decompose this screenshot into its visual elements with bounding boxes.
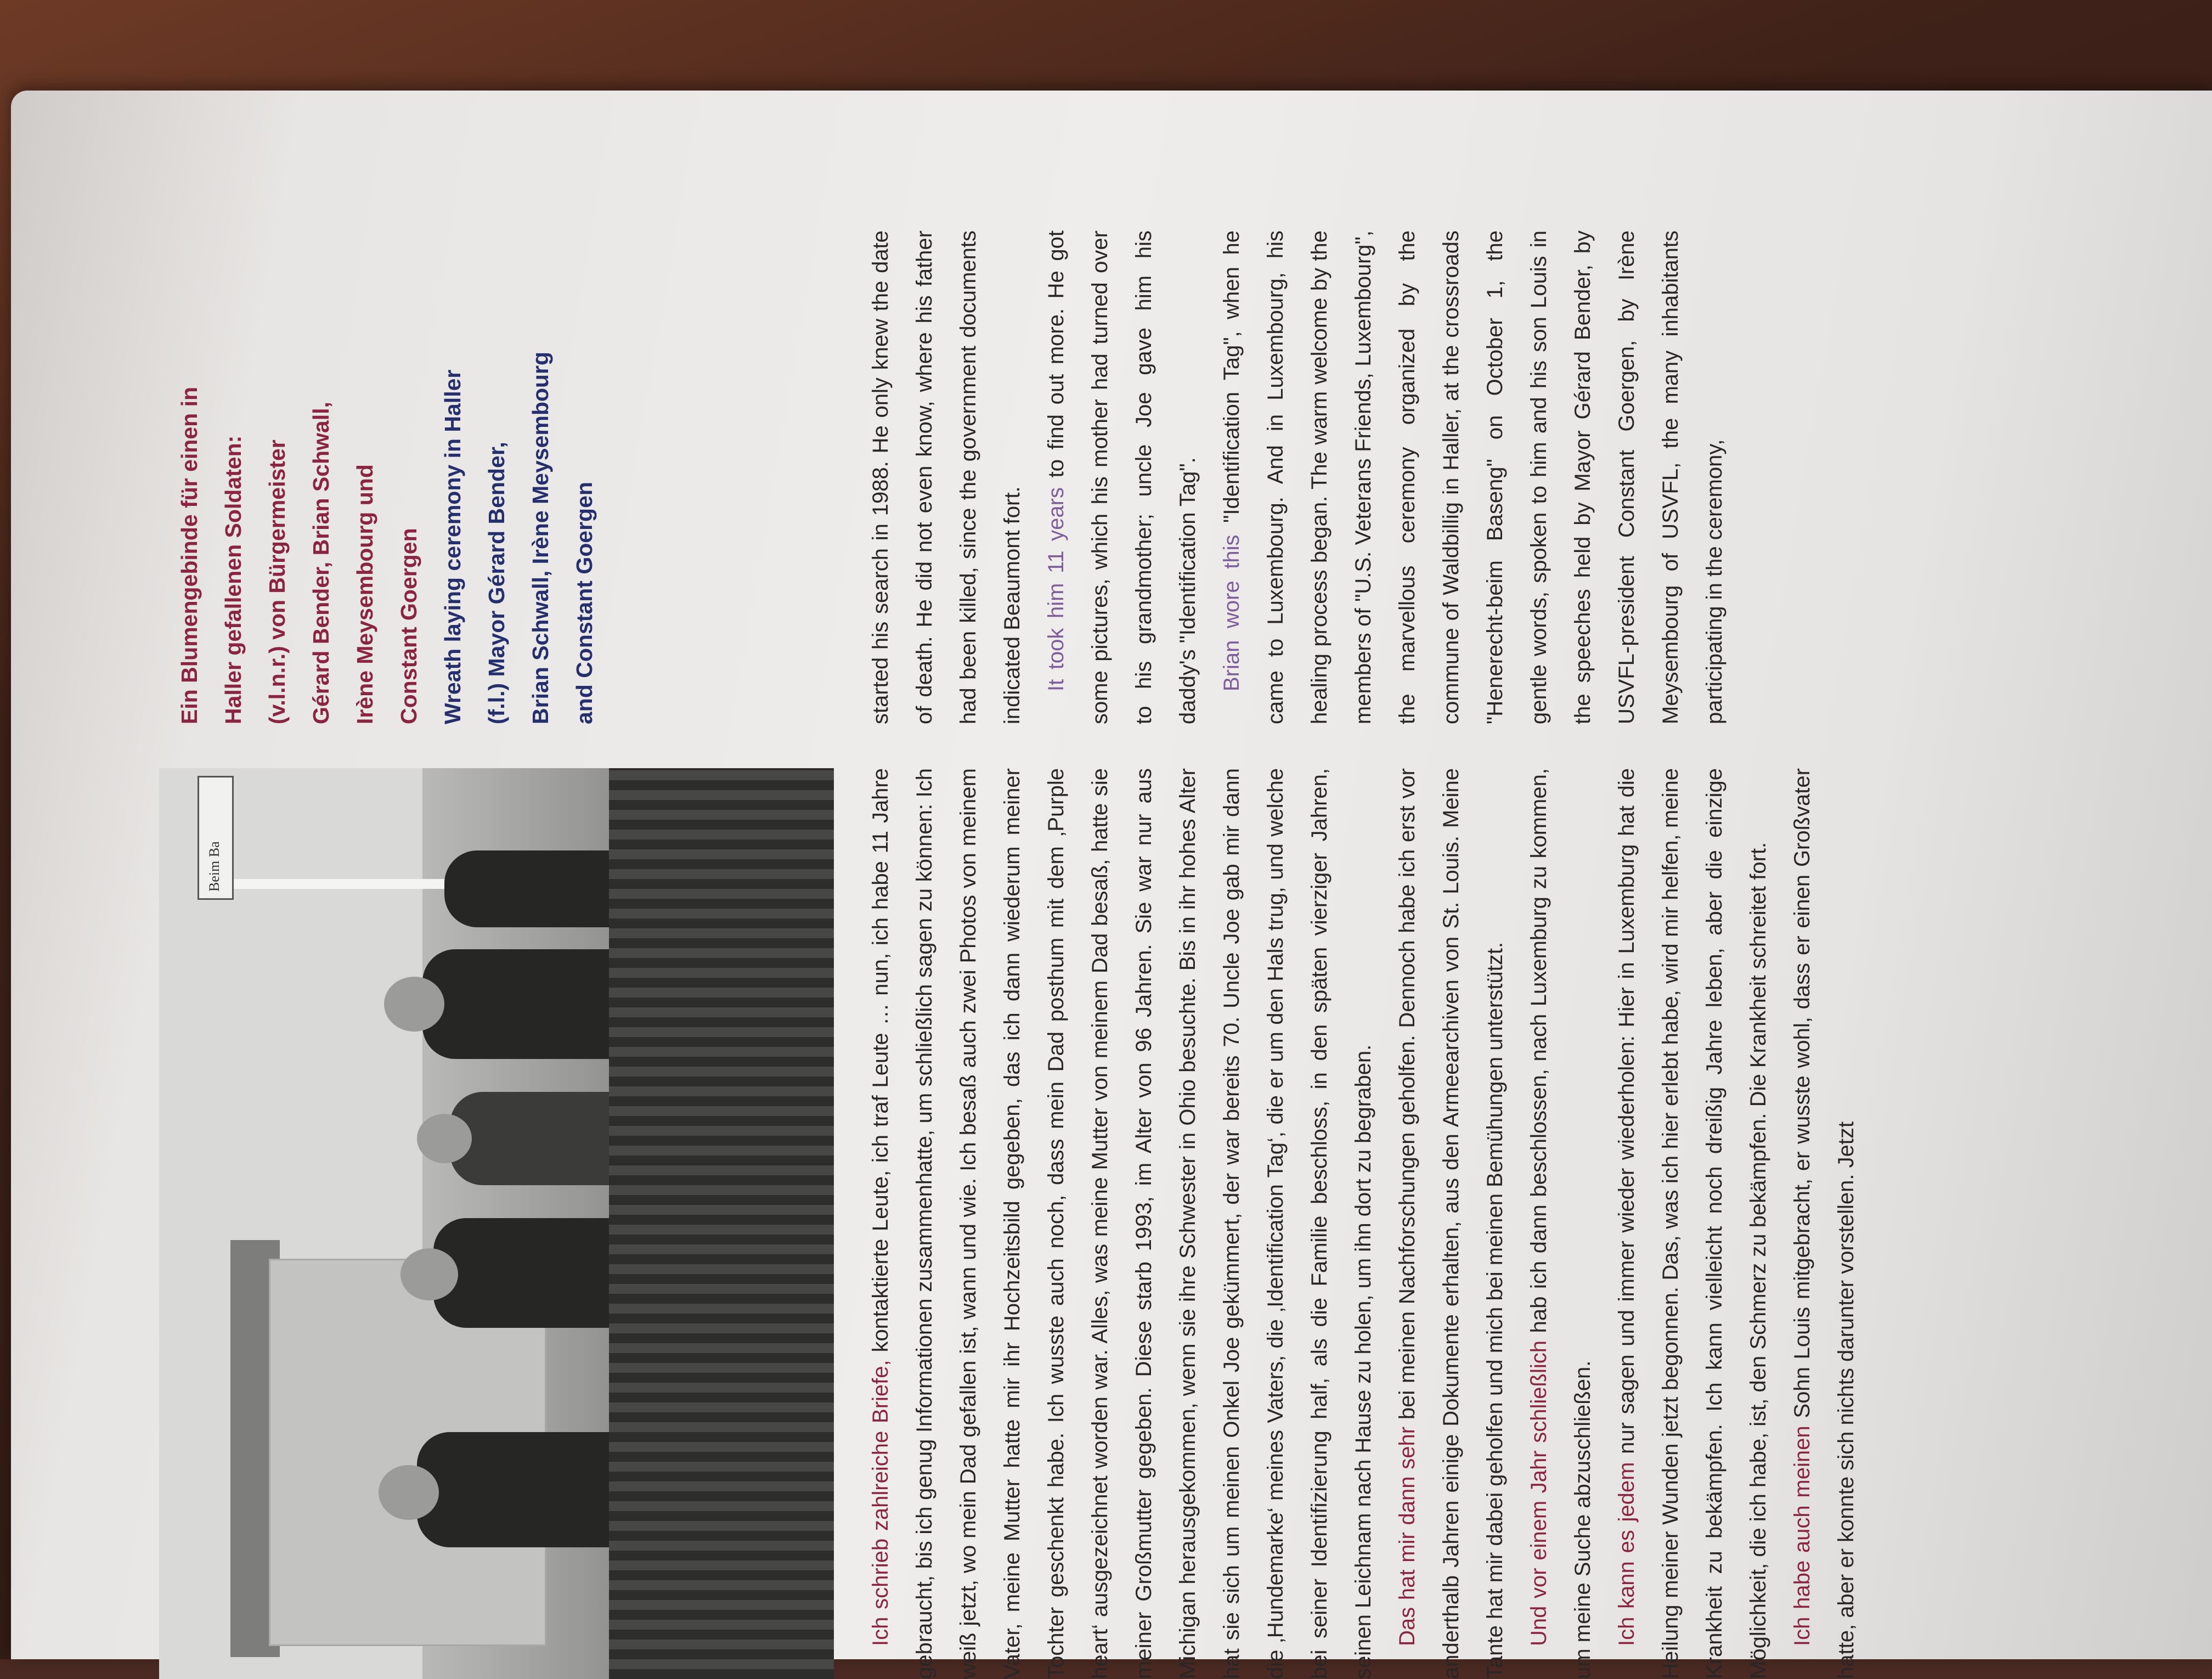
- paragraph-lead: Ich kann es jedem: [1615, 1462, 1639, 1646]
- english-text-column: [859, 230, 1736, 724]
- english-paragraph: started his search in 1988. He only knew the date of death. He did not even know, where his father had been killed, since the government documents indicated Beaumont fort.: [868, 230, 1024, 724]
- photo-sign-text: Beim Ba: [206, 841, 222, 892]
- photo-street-sign: [198, 776, 234, 900]
- caption-german-line: Ein Blumengebinde für einen in: [177, 386, 202, 724]
- german-paragraph: [1605, 768, 1780, 1679]
- paragraph-lead: It took him 11 years: [1044, 487, 1068, 691]
- caption-german-line: Irène Meysembourg und: [352, 464, 377, 724]
- paragraph-lead: Und vor einem Jahr schließlich: [1527, 1340, 1551, 1646]
- german-paragraph: [1780, 768, 1868, 1679]
- photo-person-2-head: [400, 1248, 458, 1300]
- paragraph-lead: Brian wore this: [1220, 534, 1244, 691]
- german-paragraph: [859, 768, 1385, 1679]
- german-paragraph: [1517, 768, 1605, 1679]
- book-page: [11, 91, 2212, 1679]
- paragraph-body: Sohn Louis mitgebracht, er wusste wohl, dass er einen Großvater hatte, aber er konnte sich nichts darunter vorstellen. Jetzt: [1790, 768, 1858, 1679]
- caption-english-line: Brian Schwall, Irène Meysembourg: [528, 352, 553, 724]
- photo-person-1-head: [379, 1465, 439, 1520]
- paragraph-body: "Identification Tag", when he came to Luxembourg. And in Luxembourg, his healing process began. The warm welcome by the members of "U.S. Veterans Friends, Luxembourg", the marvellous ceremony organized by the commune of Waldbillig in Haller, at the crossroads "Henerecht-beim Baseng" on October 1, the gentle words, spoken to him and his son Louis in the speeches held by Mayor Gérard Bender, by USVFL-president Constant Goergen, by Irène Meysembourg of USVFL, the many inhabitants participating in the ceremony,: [1220, 230, 1726, 724]
- caption-english-line: Wreath laying ceremony in Haller: [440, 369, 465, 724]
- english-paragraph: [1210, 230, 1736, 724]
- paragraph-body: kontaktierte Leute, ich traf Leute … nun, ich habe 11 Jahre gebraucht, bis ich genug Informationen zusammenhatte, um schließlich sagen zu können: Ich weiß jetzt, wo mein Dad gefallen ist, wann und wie. Ich besaß auch zwei Photos von meinem Vater, meine Mutter hatte mir ihr Hochzeitsbild gegeben, das ich dann wiederum meiner Tochter geschenkt habe. Ich wusste auch noch, dass mein Dad posthum mit dem ‚Purple heart‘ ausgezeichnet worden war. Alles, was meine Mutter von meinem Dad besaß, hatte sie meiner Großmutter gegeben. Diese starb 1993, im Alter von 96 Jahren. Sie war nur aus Michigan herausgekommen, wenn sie ihre Schwester in Ohio besuchte. Bis in ihr hohes Alter hat sie sich um meinen Onkel Joe gekümmert, der war bereits 70. Uncle Joe gab mir dann die ‚Hundemarke‘ meines Vaters, die ‚Identification Tag‘, die er um den Hals trug, und welche bei seiner Identifizierung half, als die Familie beschloss, in den späten vierziger Jahren, seinen Leichnam nach Hause zu holen, um ihn dort zu begraben.: [868, 768, 1375, 1679]
- caption-english-line: and Constant Goergen: [572, 482, 597, 724]
- ceremony-photo: [159, 768, 834, 1679]
- paragraph-body: nur sagen und immer wieder wiederholen: Hier in Luxemburg hat die Heilung meiner Wunden jetzt begonnen. Das, was ich hier erlebt habe, wird mir helfen, meine Krankheit zu bekämpfen. Ich kann vielleicht noch dreißig Jahre leben, aber die einzige Möglichkeit, die ich habe, ist, den Schmerz zu bekämpfen. Die Krankheit schreitet fort.: [1615, 768, 1770, 1679]
- rotated-page-content: [63, 230, 2181, 1679]
- german-text-column: [859, 768, 1868, 1679]
- paragraph-body: to find out more. He got some pictures, which his mother had turned over to his grandmother; uncle Joe gave him his daddy's "Identification Tag".: [1044, 230, 1200, 724]
- paragraph-lead: Ich habe auch meinen: [1790, 1426, 1814, 1646]
- paragraph-lead: Ich schrieb zahlreiche Briefe,: [868, 1360, 893, 1646]
- photo-hedge: [609, 768, 834, 1679]
- german-paragraph: [1385, 768, 1517, 1679]
- caption-german-line: Gérard Bender, Brian Schwall,: [308, 402, 334, 724]
- paragraph-lead: Das hat mir dann sehr: [1395, 1426, 1419, 1646]
- paragraph-body: bei meinen Nachforschungen geholfen. Dennoch habe ich erst vor anderthalb Jahren einige Dokumente erhalten, aus den Armeearchiven von St. Louis. Meine Tante hat mir dabei geholfen und mich bei meinen Bemühungen unterstützt.: [1395, 768, 1507, 1679]
- paragraph-body: hab ich dann beschlossen, nach Luxemburg zu kommen, um meine Suche abzuschließen.: [1527, 768, 1595, 1679]
- photo-caption: [167, 230, 606, 724]
- caption-english-line: (f.l.) Mayor Gérard Bender,: [484, 442, 509, 724]
- photo-person-3-head: [417, 1114, 472, 1163]
- english-paragraph: [1034, 230, 1210, 724]
- caption-german-line: Haller gefallenen Soldaten:: [221, 435, 246, 724]
- photo-person-4-head: [384, 977, 444, 1032]
- caption-german-line: Constant Goergen: [396, 528, 421, 724]
- caption-german-line: (v.l.n.r.) von Bürgermeister: [264, 440, 290, 724]
